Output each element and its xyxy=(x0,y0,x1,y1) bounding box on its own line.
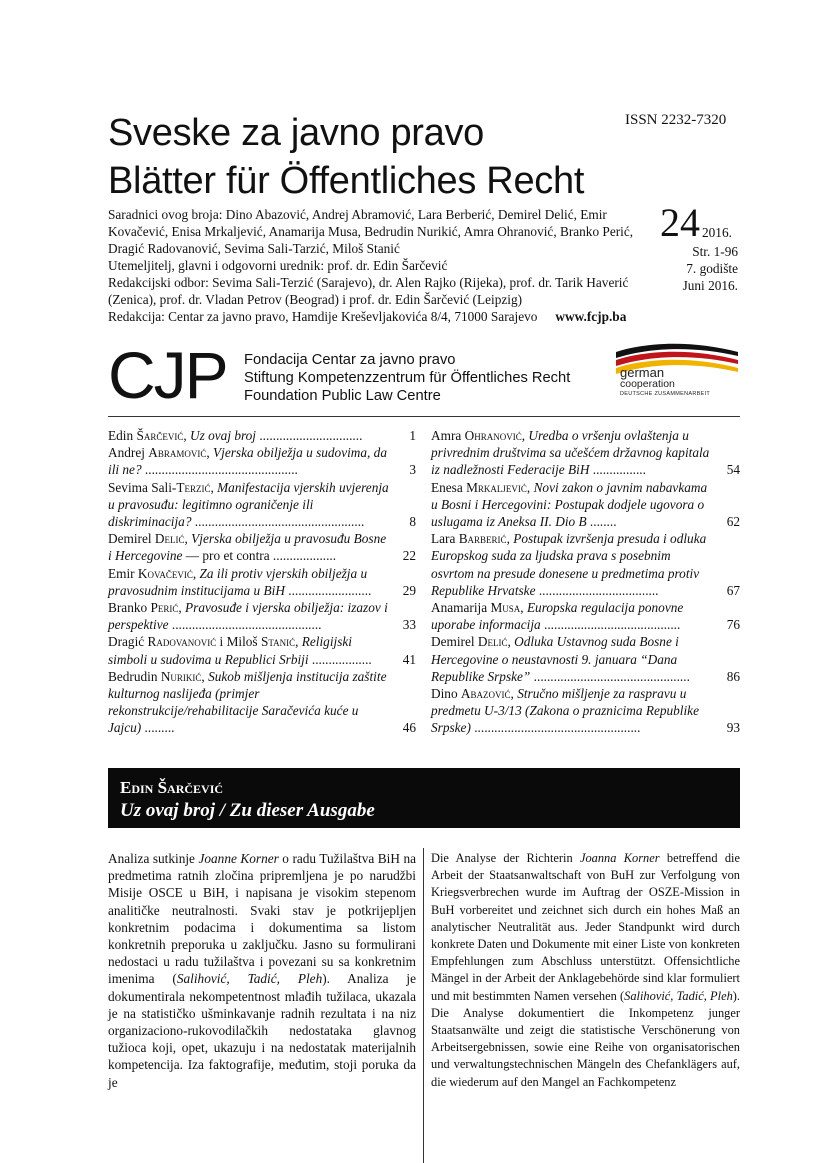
journal-title-de: Blätter für Öffentliches Recht xyxy=(108,160,585,202)
toc-author-last: Šarčević xyxy=(136,428,184,443)
toc-author-last: Barberić xyxy=(458,531,507,547)
toc-sep: , xyxy=(201,668,209,684)
toc-sep: , xyxy=(520,600,527,616)
german-cooperation-logo xyxy=(620,366,710,398)
toc-entry[interactable] xyxy=(431,427,740,479)
toc-author-first: Andrej xyxy=(108,445,149,461)
toc-leader: ......................... xyxy=(284,582,372,598)
foundation-name-en: Foundation Public Law Centre xyxy=(244,388,441,404)
toc-title: Manifestacija vjerskih uvjerenja u pravosuđu: legitimno ograničenje ili diskriminacija? xyxy=(108,479,389,530)
toc-title-extra: — pro et contra xyxy=(182,548,270,564)
toc-sep: , xyxy=(192,565,200,581)
article-title: Uz ovaj broj / Zu dieser Ausgabe xyxy=(120,800,375,821)
toc-leader: ................ xyxy=(589,462,646,478)
toc-entry[interactable] xyxy=(431,530,740,599)
toc-leader: .................. xyxy=(308,651,372,667)
toc-author-first: Dino xyxy=(431,686,461,702)
toc-author-first: Edin xyxy=(108,428,137,443)
article-banner xyxy=(108,768,740,828)
toc-sep: , xyxy=(510,686,518,702)
article-text-bs xyxy=(108,850,416,1091)
issn: ISSN 2232-7320 xyxy=(625,112,727,128)
toc-entry[interactable] xyxy=(431,599,740,633)
foundation-names xyxy=(244,351,570,405)
toc-title: Uredba o vršenju ovlaštenja u privrednim društvima sa učešćem državnog kapitala iz nadležnosti Federacije BiH xyxy=(431,428,710,478)
toc-page-number: 33 xyxy=(402,617,416,633)
toc-title: Europska regulacija ponovne uporabe informacija xyxy=(431,600,684,633)
toc-author-last: Ohranović xyxy=(464,428,522,443)
toc-leader: .................................................. xyxy=(470,720,641,736)
toc-entry[interactable] xyxy=(108,668,416,737)
issue-info xyxy=(660,200,750,294)
toc-title: Vjerska obilježja u pravosuđu Bosne i Hercegovine xyxy=(108,531,387,564)
text: betreffend die Arbeit der Staatsanwaltschaft von BuH zur Verfolgung von Kriegsverbrechen wurde im Auftrag der OSZE-Mission in BuH vorbereitet und zeichnet sich durch ein hohes Maß an analytischer Neutralität aus. Jeder Standpunkt wird durch konkrete Daten und Dokumente mit einer Liste von konkreten Empfehlungen zum Abschluss unterstützt. Offensichtliche Mängel in der Arbeit der Anklagebehörde sind klar formuliert und mit bestimmten Namen versehen ( xyxy=(431,851,740,1003)
names: Salihović, Tadić, Pleh xyxy=(624,988,733,1003)
toc-author-first: Demirel xyxy=(431,634,478,650)
toc-entry[interactable] xyxy=(108,427,416,444)
toc-page-number: 67 xyxy=(726,582,740,598)
toc-page-number: 22 xyxy=(402,548,416,564)
toc-sep: , xyxy=(526,479,534,495)
toc-author-first: Amra xyxy=(431,428,465,443)
toc-page-number: 3 xyxy=(409,462,416,478)
toc-author-first: Anamarija xyxy=(431,600,491,616)
text: o radu Tužilaštva BiH na predmetima ratnih zločina pripremljena je po narudžbi Misije OSCE u BiH, i napisana je visokim stepenom analitičke neutralnosti. Svaki stav je potkrijepljen konkretnim podacima i dokumentima sa listom konkretnih preporuka u zaključku. Jasno su formulirani nedostaci u radu tužilaštva i povezani su sa konkretnim imenima ( xyxy=(108,851,416,987)
toc-page-number: 1 xyxy=(409,428,416,443)
text: ). Die Analyse dokumentiert die Inkompetenz junger Staatsanwälte und zeigt die statistische Verschönerung von Arbeitsergebnissen, sowie eine Reihe von organisatorischen und verwaltungstechnischen Mängeln des Chefanklägers auf, die wiederum auf den Mangel an Fachkompetenz xyxy=(431,988,740,1089)
toc-sep: , xyxy=(295,634,302,650)
toc-page-number: 41 xyxy=(402,651,416,667)
toc-page-number: 76 xyxy=(726,617,740,633)
toc-page-number: 93 xyxy=(726,720,740,736)
toc-right-column xyxy=(431,427,740,737)
toc-page-number: 62 xyxy=(726,514,740,530)
divider xyxy=(108,416,740,417)
contributors: Saradnici ovog broja: Dino Abazović, Andrej Abramović, Lara Berberić, Demirel Delić, Emir Kovačević, Enisa Mrkaljević, Anamarija Musa, Bedrudin Nurikić, Amra Ohranović, Branko Perić, Dragić Radovanović, Sevima Sali-Tarzić, Miloš Stanić xyxy=(108,207,634,256)
masthead xyxy=(108,206,648,325)
editorial-board: Redakcijski odbor: Sevima Sali-Terzić (Sarajevo), dr. Alen Rajko (Rijeka), prof. dr. Tarik Haverić (Zenica), prof. dr. Vladan Petrov (Beograd) i prof. dr. Edin Šarčević (Leipzig) xyxy=(108,275,629,307)
toc-title: Novi zakon o javnim nabavkama u Bosni i Hercegovini: Postupak dodjele ugovora o uslugama iz Aneksa II. Dio B xyxy=(431,479,708,530)
issue-date: Juni 2016. xyxy=(682,278,738,293)
toc-sep: , xyxy=(507,634,515,650)
toc-sep: , xyxy=(183,428,191,443)
toc-sep: , xyxy=(521,428,529,443)
toc-entry[interactable] xyxy=(431,685,740,737)
toc-leader: ............................................... xyxy=(530,668,690,684)
text: ). Analiza je dokumentirala nekompetentnost mlađih tužilaca, ukazala je na statističko ušminkavanje radnih rezultata i na niz organizaciono-rukovodilačkih nedostataka glavnog tužioca koji, opet, ukazuju i na nedostatak materijalnih kompetencija. Iza faktografije, međutim, stoji poruka da je xyxy=(108,971,416,1090)
toc-author-first: Dragić xyxy=(108,634,148,650)
toc-leader: ........ xyxy=(586,514,617,530)
toc-title: Uz ovaj broj xyxy=(190,428,257,443)
partner-line3: DEUTSCHE ZUSAMMENARBEIT xyxy=(620,391,711,397)
toc-author-last: Delić xyxy=(154,531,185,547)
toc-leader: ............................... xyxy=(256,428,363,443)
toc-left-column xyxy=(108,427,416,737)
toc-sep: , xyxy=(206,445,214,461)
name: Joanna Korner xyxy=(579,851,660,865)
article-author: Edin Šarčević xyxy=(120,778,224,797)
website-link[interactable]: www.fcjp.ba xyxy=(555,309,627,324)
toc-leader: ............................................. xyxy=(168,617,322,633)
toc-title: Religijski simboli u sudovima u Republici Srbiji xyxy=(108,634,352,667)
toc-title: Odluka Ustavnog suda Bosne i Hercegovine o neustavnosti 9. januara “Dana Republike Srpske” xyxy=(431,634,679,684)
toc-title: Za ili protiv vjerskih obilježja u pravosudnim institucijama u BiH xyxy=(108,565,368,598)
issue-pages: Str. 1-96 xyxy=(692,244,738,259)
issue-number: 24 xyxy=(660,200,700,245)
text: Die Analyse der Richterin xyxy=(431,851,580,865)
toc-author-last: Terzić xyxy=(176,479,211,495)
toc-author-last: Abazović xyxy=(460,686,511,702)
toc-entry[interactable] xyxy=(431,633,740,685)
toc-entry[interactable] xyxy=(108,530,416,564)
toc-sep: , xyxy=(210,479,218,495)
toc-entry[interactable] xyxy=(108,444,416,478)
toc-page-number: 29 xyxy=(402,582,416,598)
toc-author-first: Emir xyxy=(108,565,138,581)
toc-author-first: Enesa xyxy=(431,479,467,495)
toc-author-first: Demirel xyxy=(108,531,155,547)
toc-author-last: Musa xyxy=(490,600,521,616)
journal-title-bs: Sveske za javno pravo xyxy=(108,112,485,154)
toc-author-first: Lara xyxy=(431,531,459,547)
toc-entry[interactable] xyxy=(108,479,416,531)
partner-line1: german xyxy=(620,365,665,380)
toc-author-last: Radovanović xyxy=(147,634,217,650)
toc-author-last: Abramović xyxy=(148,445,207,461)
toc-entry[interactable] xyxy=(108,599,416,633)
toc-author-last: Kovačević xyxy=(137,565,193,581)
toc-title: Postupak izvršenja presuda i odluka Europskog suda za ljudska prava s posebnim osvrtom na presude donesene u predmetima protiv Republike Hrvatske xyxy=(431,531,707,598)
foundation-name-de: Stiftung Kompetenzzentrum für Öffentliches Recht xyxy=(244,370,571,386)
toc-page-number: 54 xyxy=(726,462,740,478)
names: Salihović, Tadić, Pleh xyxy=(176,971,323,987)
toc-page-number: 8 xyxy=(409,514,416,530)
address: Redakcija: Centar za javno pravo, Hamdije Kreševljakovića 8/4, 71000 Sarajevo xyxy=(108,309,538,324)
toc-author-last: Delić xyxy=(477,634,508,650)
toc-sep: i Miloš xyxy=(216,634,261,650)
editor: Utemeljitelj, glavni i odgovorni urednik: prof. dr. Edin Šarčević xyxy=(108,258,448,273)
toc-entry[interactable] xyxy=(108,565,416,599)
toc-author-last: Stanić xyxy=(260,634,296,650)
toc-author-last: Nurikić xyxy=(160,668,202,684)
toc-sep: , xyxy=(184,531,192,547)
toc-leader: ......................................... xyxy=(540,617,681,633)
partner-line2: cooperation xyxy=(620,378,675,390)
toc-page-number: 46 xyxy=(402,720,416,736)
issue-volume: 7. godište xyxy=(686,261,738,276)
issue-year: 2016. xyxy=(702,225,732,240)
column-divider xyxy=(423,848,424,1163)
article-text-de xyxy=(431,850,740,1091)
toc-page-number: 86 xyxy=(726,668,740,684)
toc-title: Pravosuđe i vjerska obilježja: izazov i perspektive xyxy=(108,600,388,633)
toc-leader: ......... xyxy=(141,720,175,736)
toc-leader: .............................................. xyxy=(141,462,298,478)
toc-author-first: Branko xyxy=(108,600,151,616)
toc-sep: , xyxy=(506,531,514,547)
address-line xyxy=(108,308,648,325)
foundation-name-bs: Fondacija Centar za javno pravo xyxy=(244,352,456,368)
toc-title: Vjerska obilježja u sudovima, da ili ne? xyxy=(108,445,387,478)
toc-author-last: Perić xyxy=(150,600,179,616)
toc-title: Stručno mišljenje za raspravu u predmetu U-3/13 (Zakona o praznicima Republike Srpske) xyxy=(431,686,699,736)
toc-author-first: Sevima Sali- xyxy=(108,479,177,495)
toc-author-last: Mrkaljević xyxy=(466,479,527,495)
name: Joanne Korner xyxy=(198,851,279,866)
cjp-logo: CJP xyxy=(108,338,227,412)
toc-entry[interactable] xyxy=(431,479,740,531)
toc-entry[interactable] xyxy=(108,633,416,667)
toc-leader: .................................... xyxy=(535,582,659,598)
toc-title: Sukob mišljenja institucija zaštite kulturnog naslijeđa (primjer rekonstrukcije/rehabilitacije Saračevića kuće u Jajcu) xyxy=(108,668,387,736)
toc-author-first: Bedrudin xyxy=(108,668,161,684)
toc-leader: ................... xyxy=(269,548,337,564)
text: Analiza sutkinje xyxy=(108,851,199,866)
toc-sep: , xyxy=(178,600,186,616)
toc-leader: ................................................... xyxy=(191,514,365,530)
